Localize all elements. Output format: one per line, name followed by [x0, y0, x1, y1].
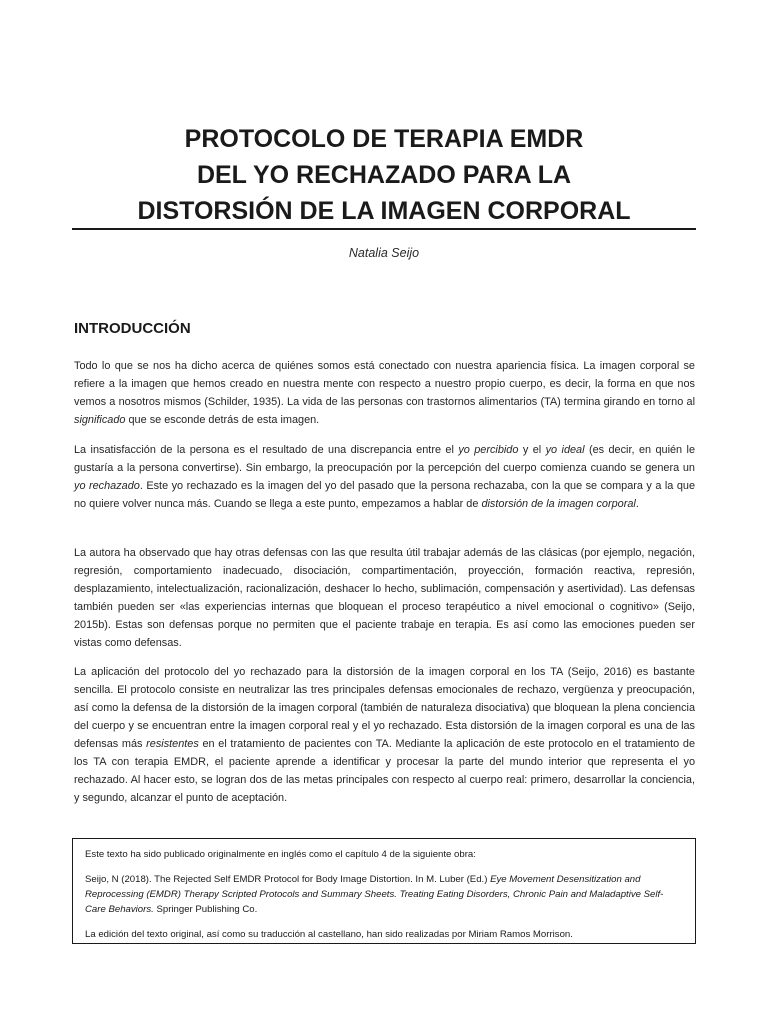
citation-author: Seijo, N (2018). The Rejected Self EMDR Protocol for Body Image Distortion. In M. Luber (Ed.) — [85, 874, 491, 885]
paragraph-2-emphasis-distorsion: distorsión de la imagen corporal — [481, 498, 636, 510]
section-heading-introduccion: INTRODUCCIÓN — [74, 320, 191, 337]
paragraph-1-text: Todo lo que se nos ha dicho acerca de quiénes somos está conectado con nuestra apariencia física. La imagen corporal se refiere a la imagen que hemos creado en nuestra mente con respecto a nuestro propio cuerpo, es decir, la forma en que nos vemos a nosotros mismos (Schilder, 1935). La vida de las personas con trastornos alimentarios (TA) termina girando en torno al — [74, 360, 695, 408]
paragraph-3: La autora ha observado que hay otras defensas con las que resulta útil trabajar además de las clásicas (por ejemplo, negación, regresión, comportamiento inadecuado, disociación, compartimentación, proyección, formación reactiva, represión, desplazamiento, intelectualización, racionalización, deshacer lo hecho, sublimación, compensación y asertividad). Las defensas también pueden ser «las experiencias internas que bloquean el proceso terapéutico a nivel emocional o cognitivo» (Seijo, 2015b). Estas son defensas porque no permiten que el paciente trabaje en terapia. Es así como las emociones pueden ser vistas como defensas. — [74, 547, 695, 649]
title-divider — [72, 228, 696, 230]
notice-translation-line: La edición del texto original, así como su traducción al castellano, han sido realizadas por Miriam Ramos Morrison. — [85, 929, 573, 940]
paragraph-2-emphasis-yo-rechazado: yo rechazado — [74, 480, 140, 492]
title-line-3: DISTORSIÓN DE LA IMAGEN CORPORAL — [137, 197, 631, 225]
paragraph-4-text-a: La aplicación del protocolo del yo rechazado para la distorsión de la imagen corporal en los TA (Seijo, 2016) es bastante sencilla. El protocolo consiste en neutralizar las tres principales defensas emocionales de rechazo, vergüenza y preocupación, así como la defensa de la distorsión de la imagen corporal (también de naturaleza disociativa) que bloquean la plena conciencia del cuerpo y se encuentran entre la imagen corporal real y el yo rechazado. Esta distorsión de la imagen corporal es una de las defensas más — [74, 666, 695, 750]
paragraph-2-emphasis-yo-ideal: yo ideal — [545, 444, 585, 456]
paragraph-2-text-a: La insatisfacción de la persona es el resultado de una discrepancia entre el — [74, 444, 459, 456]
document-title — [60, 121, 708, 229]
paragraph-1 — [74, 357, 695, 429]
publication-notice-box — [72, 838, 696, 944]
notice-citation — [85, 872, 683, 917]
paragraph-4-emphasis-resistentes: resistentes — [146, 738, 199, 750]
citation-publisher: Springer Publishing Co. — [153, 904, 258, 915]
paragraph-2-text-end: . — [635, 498, 639, 510]
paragraph-2 — [74, 441, 695, 513]
citation-book-title: Eye Movement Desensitization and Reprocessing (EMDR) Therapy Scripted Protocols and Summary Sheets. Treating Eating Disorders, Chronic Pain and Maladaptive Self-Care Behaviors. — [85, 874, 664, 915]
paragraph-2-text-e: (es decir, en quién le gustaría a la persona convertirse). Sin embargo, la preocupación por la percepción del cuerpo comienza cuando se genera un — [74, 444, 696, 474]
notice-origin-line: Este texto ha sido publicado originalmente en inglés como el capítulo 4 de la siguiente obra: — [85, 849, 476, 860]
paragraph-1-emphasis: significado — [74, 414, 126, 426]
paragraph-4 — [74, 663, 695, 807]
title-line-1: PROTOCOLO DE TERAPIA EMDR — [184, 125, 584, 153]
paragraph-2-text-c: y el — [518, 444, 546, 456]
title-line-2: DEL YO RECHAZADO PARA LA — [196, 161, 572, 189]
paragraph-1-text-end: que se esconde detrás de esta imagen. — [125, 414, 320, 426]
paragraph-2-emphasis-yo-percibido: yo percibido — [458, 444, 519, 456]
paragraph-2-text-g: . Este yo rechazado es la imagen del yo del pasado que la persona rechazaba, con la que se compara y a la que no quiere volver nunca más. Cuando se llega a este punto, empezamos a hablar de — [74, 480, 695, 510]
paragraph-4-text-end: en el tratamiento de pacientes con TA. Mediante la aplicación de este protocolo en el tratamiento de los TA con terapia EMDR, el paciente aprende a identificar y procesar la parte del mundo interior que representa el yo rechazado. Al hacer esto, se logran dos de las metas principales con respecto al cuerpo real: primero, desarrollar la conciencia, y segundo, alcanzar el punto de aceptación. — [74, 738, 696, 804]
author-name: Natalia Seijo — [348, 246, 420, 260]
